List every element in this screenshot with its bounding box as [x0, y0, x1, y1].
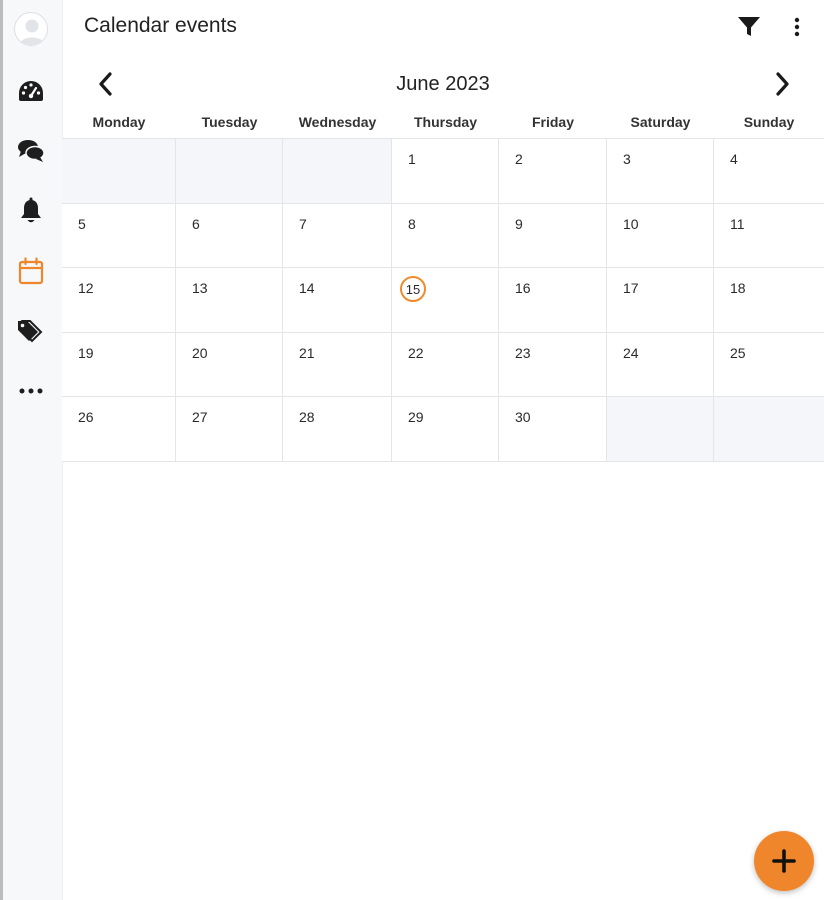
- add-event-button[interactable]: [754, 831, 814, 891]
- calendar-cell-empty: [283, 139, 392, 204]
- sidebar-item-tags[interactable]: [15, 315, 47, 347]
- calendar-cell-empty: [62, 139, 176, 204]
- day-number: 11: [730, 215, 745, 232]
- calendar-day-cell[interactable]: [714, 204, 824, 269]
- calendar-day-cell[interactable]: [607, 139, 714, 204]
- day-number: 22: [408, 344, 424, 361]
- calendar-icon: [18, 257, 44, 285]
- calendar-cell-empty: [607, 397, 714, 462]
- calendar-cell-empty: [714, 397, 824, 462]
- more-menu-button[interactable]: [782, 12, 812, 42]
- day-number: 12: [78, 280, 94, 297]
- calendar-day-cell[interactable]: [176, 397, 283, 462]
- calendar-day-cell[interactable]: [714, 333, 824, 398]
- calendar-day-cell[interactable]: [607, 204, 714, 269]
- calendar-day-cell[interactable]: [176, 333, 283, 398]
- day-number: 25: [730, 344, 746, 361]
- day-number: 30: [515, 409, 531, 426]
- day-number: 21: [299, 344, 315, 361]
- sidebar-item-chat[interactable]: [15, 135, 47, 167]
- calendar-day-cell[interactable]: [392, 204, 499, 269]
- day-number: 4: [730, 151, 738, 167]
- day-number: 5: [78, 215, 86, 232]
- calendar-day-cell[interactable]: [499, 333, 607, 398]
- chat-icon: [17, 138, 45, 164]
- previous-month-button[interactable]: [88, 66, 124, 102]
- month-label: June 2023: [396, 73, 490, 95]
- day-number: 9: [515, 215, 523, 232]
- calendar-day-cell[interactable]: [283, 333, 392, 398]
- page-title: Calendar events: [84, 14, 237, 37]
- day-number: 24: [623, 344, 639, 361]
- weekday-label: Monday: [92, 114, 146, 130]
- chevron-left-icon: [98, 72, 114, 96]
- day-number: 8: [408, 215, 416, 232]
- chevron-right-icon: [774, 72, 790, 96]
- calendar-day-cell[interactable]: [392, 139, 499, 204]
- sidebar-item-notifications[interactable]: [15, 195, 47, 227]
- day-number: 28: [299, 409, 315, 426]
- weekday-label: Friday: [531, 114, 574, 130]
- calendar-day-cell[interactable]: [607, 333, 714, 398]
- day-number: 27: [192, 409, 208, 426]
- day-number: 3: [623, 151, 631, 167]
- filter-icon: [737, 16, 761, 38]
- calendar-day-cell[interactable]: [283, 204, 392, 269]
- calendar-day-cell[interactable]: [62, 333, 176, 398]
- calendar-day-cell[interactable]: [62, 397, 176, 462]
- day-number: 19: [78, 344, 94, 361]
- calendar-day-cell[interactable]: [62, 268, 176, 333]
- calendar-day-cell[interactable]: [607, 268, 714, 333]
- weekday-label: Thursday: [413, 114, 477, 130]
- day-number: 6: [192, 215, 200, 232]
- calendar-day-cell[interactable]: [499, 204, 607, 269]
- user-silhouette-icon: [15, 13, 48, 46]
- calendar-cell-empty: [176, 139, 283, 204]
- calendar-day-cell[interactable]: [499, 397, 607, 462]
- day-number: 7: [299, 215, 307, 232]
- day-number: 26: [78, 409, 94, 426]
- day-number: 14: [299, 280, 315, 297]
- day-number: 17: [623, 280, 639, 297]
- weekday-label: Wednesday: [298, 114, 377, 130]
- calendar-day-cell[interactable]: [392, 268, 499, 333]
- weekday-header-row: [62, 114, 824, 138]
- weekday-label: Sunday: [743, 114, 795, 130]
- calendar-day-cell[interactable]: [62, 204, 176, 269]
- next-month-button[interactable]: [764, 66, 800, 102]
- sidebar: [3, 0, 63, 900]
- plus-icon: [771, 848, 797, 874]
- day-number: 18: [730, 280, 746, 297]
- day-number: 13: [192, 280, 208, 297]
- day-number: 29: [408, 409, 424, 426]
- tags-icon: [16, 318, 46, 344]
- weekday-label: Saturday: [630, 114, 691, 130]
- calendar-day-cell[interactable]: [714, 268, 824, 333]
- today-day-number: 15: [400, 276, 426, 302]
- calendar-day-cell[interactable]: [392, 333, 499, 398]
- calendar-day-cell[interactable]: [499, 268, 607, 333]
- sidebar-item-calendar[interactable]: [15, 255, 47, 287]
- calendar-day-cell[interactable]: [392, 397, 499, 462]
- app-header: [62, 0, 824, 56]
- month-grid: [62, 138, 824, 462]
- month-navigation: [62, 62, 824, 106]
- sidebar-item-dashboard[interactable]: [15, 75, 47, 107]
- more-vertical-icon: [794, 17, 800, 37]
- day-number: 1: [408, 151, 416, 167]
- day-number: 16: [515, 280, 531, 297]
- day-number: 20: [192, 344, 208, 361]
- avatar[interactable]: [14, 12, 48, 46]
- calendar-day-cell[interactable]: [283, 268, 392, 333]
- sidebar-item-more[interactable]: [15, 375, 47, 407]
- filter-button[interactable]: [734, 12, 764, 42]
- calendar-day-cell[interactable]: [714, 139, 824, 204]
- more-horizontal-icon: [18, 387, 44, 395]
- day-number: 2: [515, 151, 523, 167]
- calendar-day-cell[interactable]: [176, 204, 283, 269]
- bell-icon: [19, 197, 43, 225]
- calendar-day-cell[interactable]: [176, 268, 283, 333]
- calendar-day-cell[interactable]: [283, 397, 392, 462]
- weekday-label: Tuesday: [201, 114, 258, 130]
- day-number: 23: [515, 344, 531, 361]
- day-number: 10: [623, 215, 639, 232]
- calendar-day-cell[interactable]: [499, 139, 607, 204]
- dashboard-icon: [17, 79, 45, 103]
